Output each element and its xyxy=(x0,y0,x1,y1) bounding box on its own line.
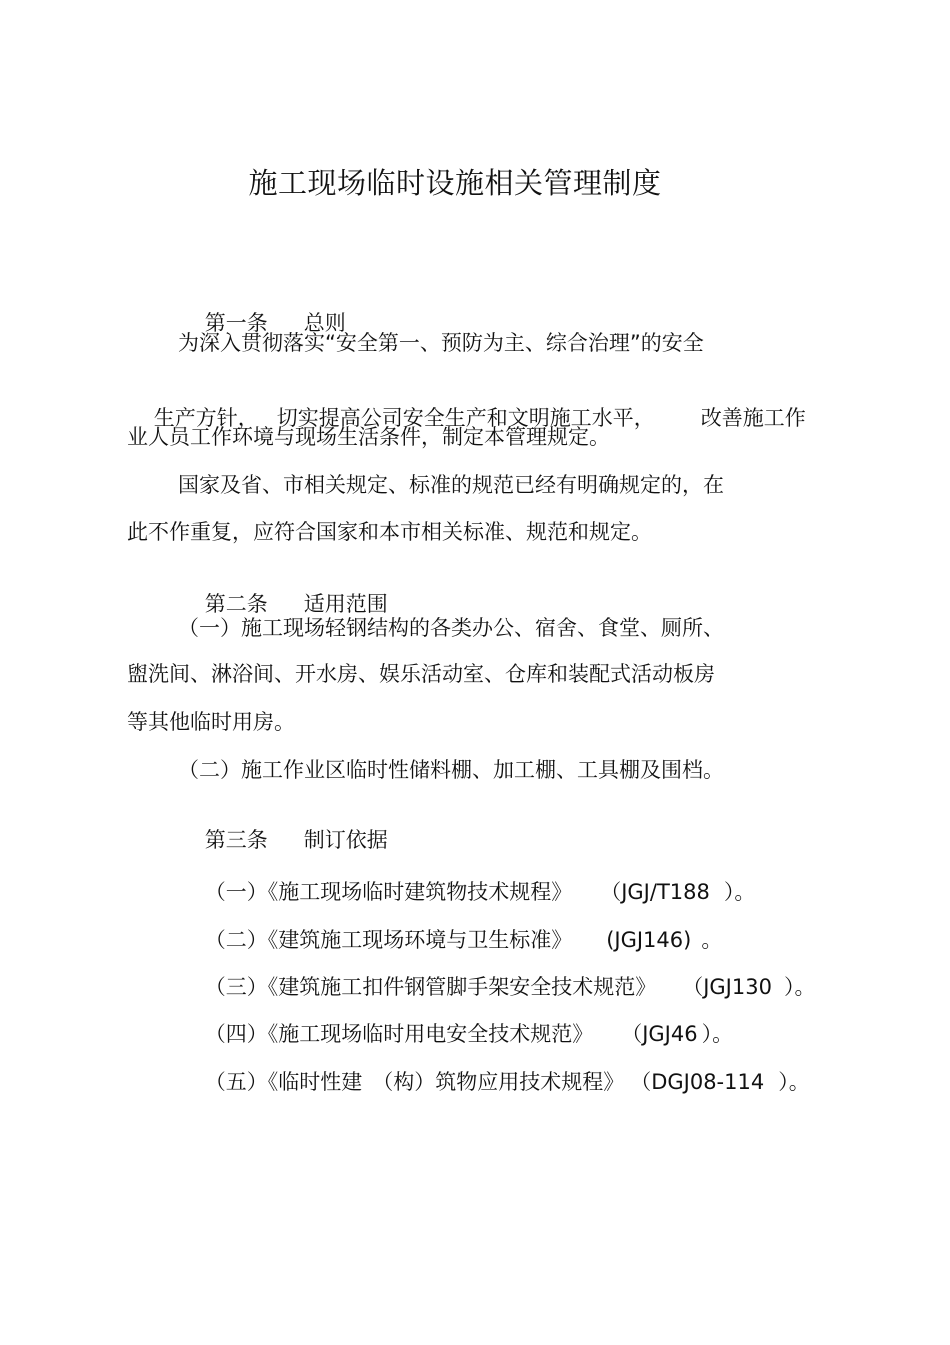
reference-title-continued: （构）筑物应用技术规程》 xyxy=(372,1070,625,1094)
reference-end: 。 xyxy=(701,928,723,952)
article-2-item-1-line-1: （一）施工现场轻钢结构的各类办公、宿舍、食堂、厕所、 xyxy=(178,616,724,640)
article-2-item-1-line-3: 等其他临时用房。 xyxy=(127,710,295,734)
document-title: 施工现场临时设施相关管理制度 xyxy=(248,166,662,200)
reference-end: ）。 xyxy=(783,975,816,999)
reference-title: （一）《施工现场临时建筑物技术规程》 xyxy=(204,880,573,904)
reference-code: (JGJ146) xyxy=(606,928,692,952)
article-2-number: 第二条 xyxy=(204,592,268,616)
reference-end: ）。 xyxy=(723,880,756,904)
article-1-para-2-line-1: 国家及省、市相关规定、标准的规范已经有明确规定的，在 xyxy=(178,473,724,497)
reference-code: （JGJ/T188 xyxy=(600,880,710,904)
article-2-title: 适用范围 xyxy=(303,592,388,616)
article-1-para-1-line-3: 业人员工作环境与现场生活条件，制定本管理规定。 xyxy=(127,425,610,449)
reference-code: （DGJ08-114 xyxy=(630,1070,765,1094)
text-fragment: 生产方针， xyxy=(153,406,259,430)
reference-end: ）。 xyxy=(701,1022,734,1046)
text-fragment: 改善施工作 xyxy=(700,406,806,430)
reference-item-5 xyxy=(178,1040,810,1124)
article-3-number: 第三条 xyxy=(204,828,268,852)
article-3-title: 制订依据 xyxy=(303,828,388,852)
reference-title: （五）《临时性建 xyxy=(204,1070,363,1094)
reference-end: ）。 xyxy=(778,1070,810,1094)
text-fragment: 切实提高公司安全生产和文明施工水平， xyxy=(276,406,655,430)
article-1-para-1-line-1: 为深入贯彻落实“安全第一、预防为主、综合治理”的安全 xyxy=(178,331,704,355)
article-1-para-2-line-2: 此不作重复，应符合国家和本市相关标准、规范和规定。 xyxy=(127,520,652,544)
article-2-item-2: （二）施工作业区临时性储料棚、加工棚、工具棚及围档。 xyxy=(178,758,724,782)
reference-code: （JGJ130 xyxy=(682,975,772,999)
reference-code: （JGJ46 xyxy=(621,1022,698,1046)
article-2-item-1-line-2: 盥洗间、淋浴间、开水房、娱乐活动室、仓库和装配式活动板房 xyxy=(127,662,715,686)
reference-title: （二）《建筑施工现场环境与卫生标准》 xyxy=(204,928,573,952)
article-1-number: 第一条 xyxy=(204,311,268,335)
reference-title: （三）《建筑施工扣件钢管脚手架安全技术规范》 xyxy=(204,975,657,999)
article-1-title: 总则 xyxy=(303,311,346,335)
reference-title: （四）《施工现场临时用电安全技术规范》 xyxy=(204,1022,594,1046)
